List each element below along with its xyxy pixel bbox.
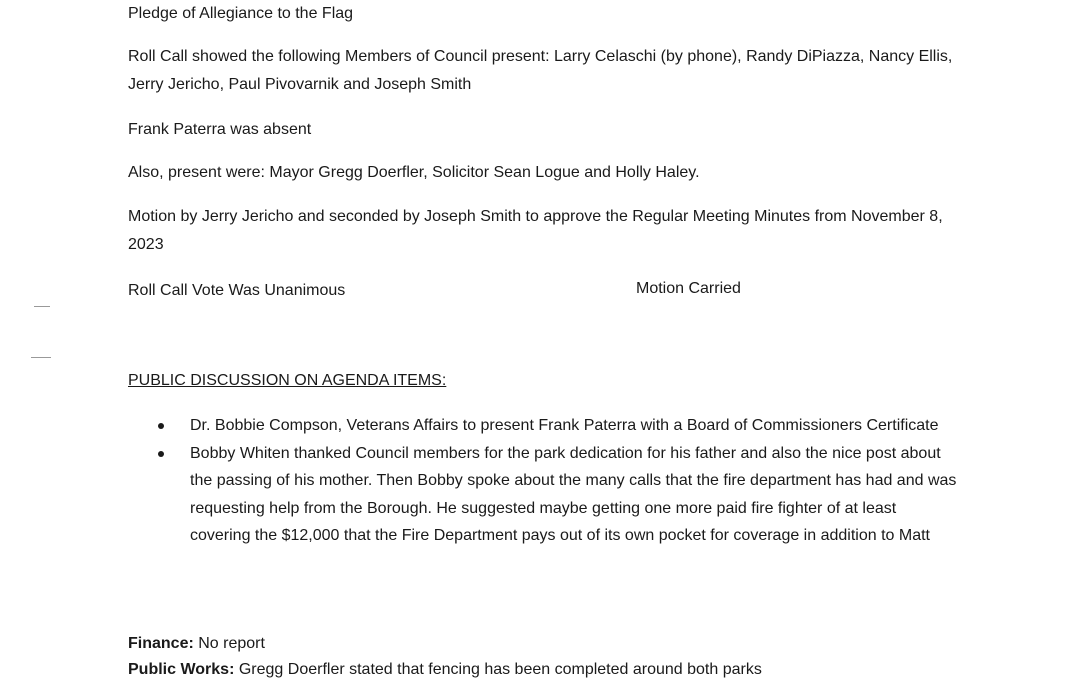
also-present-line: Also, present were: Mayor Gregg Doerfler, Solicitor Sean Logue and Holly Haley. <box>128 164 700 181</box>
public-works-label: Public Works: <box>128 661 235 678</box>
finance-line <box>128 634 265 654</box>
list-item <box>190 440 960 550</box>
public-works-line <box>128 660 762 680</box>
absent-line: Frank Paterra was absent <box>128 121 312 138</box>
bullet-icon <box>158 423 164 429</box>
scan-smudge <box>34 306 50 307</box>
finance-text: No report <box>198 635 265 652</box>
section-heading: PUBLIC DISCUSSION ON AGENDA ITEMS: <box>128 372 447 389</box>
scan-smudge <box>31 357 51 358</box>
bullet-text: Bobby Whiten thanked Council members for the park dedication for his father and also the nice post about the passing of his mother. Then Bobby spoke about the many calls that the fire department has had and was requesting help from the Borough. He suggested maybe getting one more paid fire fighter of at least covering the $12,000 that the Fire Department pays out of its own pocket for coverage in addition to Matt <box>190 444 957 544</box>
vote-result-line: Roll Call Vote Was Unanimous <box>128 282 346 299</box>
bullet-text: Dr. Bobbie Compson, Veterans Affairs to present Frank Paterra with a Board of Commissioners Certificate <box>190 417 939 434</box>
finance-label: Finance: <box>128 635 194 652</box>
roll-call-paragraph: Roll Call showed the following Members of Council present: Larry Celaschi (by phone), Randy DiPiazza, Nancy Ellis, Jerry Jericho, Paul Pivovarnik and Joseph Smith <box>128 48 953 93</box>
public-works-text: Gregg Doerfler stated that fencing has been completed around both parks <box>238 661 762 678</box>
agenda-bullet-list <box>190 412 960 550</box>
list-item <box>190 412 960 440</box>
motion-carried-line: Motion Carried <box>636 280 741 297</box>
motion-paragraph: Motion by Jerry Jericho and seconded by Joseph Smith to approve the Regular Meeting Minutes from November 8, 2023 <box>128 208 943 253</box>
pledge-line: Pledge of Allegiance to the Flag <box>128 5 354 22</box>
bullet-icon <box>158 451 164 457</box>
